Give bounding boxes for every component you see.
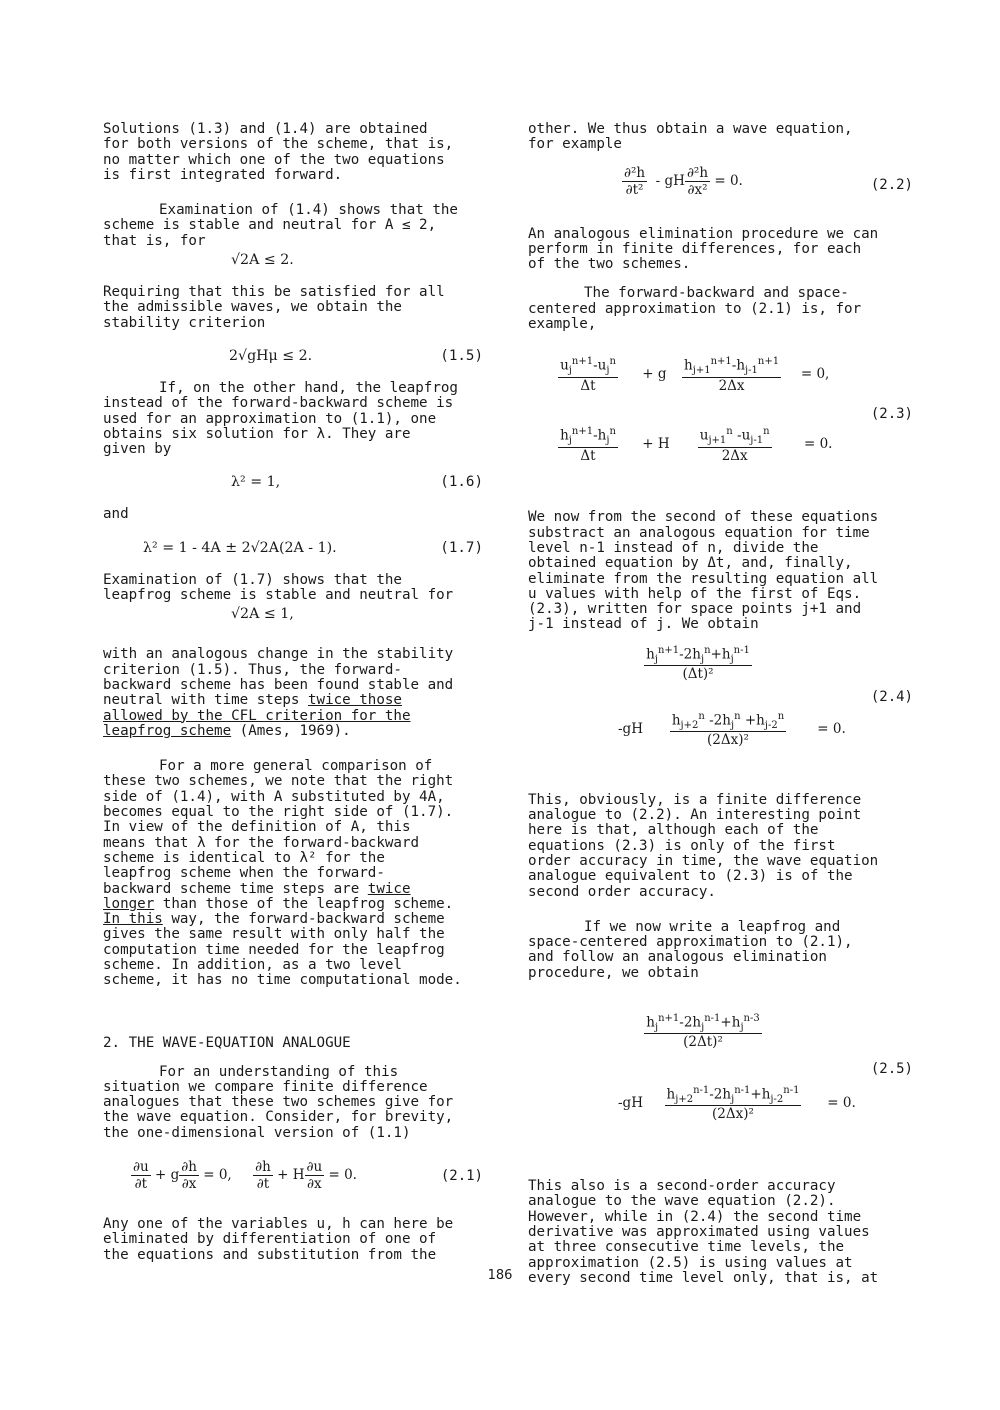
paragraph: If, on the other hand, the leapfrog instead of the forward-backward scheme is used for an approximation to (1.1), one obtains six solution for λ. They are given by: [103, 379, 458, 458]
paragraph: For an understanding of this situation we compare finite difference analogues that these two schemes give for the wave equation. Consider, for brevity, the one-dimensional version of (1.1): [103, 1063, 454, 1141]
equation-2-4: $\frac{h_j^{n+1}-2h_j^n+h_j^{n-1}}{\text{(Δt)²}}$ -gH $\frac{h_{j+2}^n -2h_j^n +h_{j-2}^n}{\text{(2Δx)²}}$ = 0. (2.4): [618, 644, 913, 748]
left-column: [103, 122, 483, 1263]
paragraph: This also is a second-order accuracy analogue to the wave equation (2.2). However, while in (2.4) the second time derivative was approximated using values at three consecutive time levels, the approximation (2.5) is using values at every second time level only, that is, at: [528, 1178, 879, 1286]
paragraph: We now from the second of these equations substract an analogous equation for time level n-1 instead of n, divide the obtained equation by Δt, and, finally, eliminate from the resulting equation all u values with help of the first of Eqs. (2.3), written for space points j+1 and j-1 instead of j. We obtain: [528, 509, 879, 633]
paragraph: For a more general comparison of these two schemes, we note that the right side of (1.4), with A substituted by 4A, becomes equal to the right side of (1.7). In view of the definition of A, this means that λ for the forward-backward scheme is identical to λ² for the leapfrog scheme when the forward- backward scheme time steps are twice longer than those of the leapfrog scheme. In this way, the forward-backward scheme gives the same result with only half the computation time needed for the leapfrog scheme. In addition, as a two level scheme, it has no time computational mode.: [103, 758, 462, 989]
equation-1-6: λ² = 1, (1.6): [231, 474, 483, 491]
equation-2-1: $\frac{\partial u}{\partial t}$ + g $\frac{\partial h}{\partial x}$ = 0, $\frac{\partial h}{\partial t}$ + H $\frac{\partial u}{\partial x}$ = 0. (2.1): [133, 1159, 483, 1193]
paragraph: The forward-backward and space- centered approximation to (2.1) is, for example,: [528, 285, 862, 333]
equation-1-5: 2√gHμ ≤ 2. (1.5): [229, 347, 483, 364]
paragraph: Examination of (1.7) shows that the leapfrog scheme is stable and neutral for: [103, 571, 454, 604]
equation-2-2: $\frac{\text{∂²h}}{\text{∂t²}}$ - gH $\frac{\text{∂²h}}{\text{∂x²}}$ = 0. (2.2): [624, 164, 913, 198]
paragraph: Requiring that this be satisfied for all the admissible waves, we obtain the stability criterion: [103, 284, 445, 331]
page-number: 186: [487, 1268, 513, 1283]
and-word: and: [103, 506, 129, 523]
paragraph: Examination of (1.4) shows that the scheme is stable and neutral for A ≤ 2, that is, for: [103, 202, 458, 249]
equation-sqrt2a: √2A ≤ 2.: [231, 252, 294, 269]
paragraph: other. We thus obtain a wave equation, for example: [528, 121, 853, 153]
equation-2-3: $\frac{u_j^{n+1}-u_j^n}{\Delta t}$ + g $\frac{h_{j+1}^{n+1}-h_{j-1}^{n+1}}{2\Delta x}$ = 0, $\frac{h_j^{n+1}-h_j^n}{\Delta t}$ + H $\frac{u_{j+1}^n -u_{j-1}^n}{2\Delta x}$ = 0. (2.3): [560, 356, 913, 464]
paragraph: This, obviously, is a finite difference analogue to (2.2). An interesting point here is that, although each of the equations (2.3) is only of the first order accuracy in time, the wave equation analogue equivalent to (2.3) is of the second order accuracy.: [528, 791, 879, 900]
equation-1-7: λ² = 1 - 4A ± 2√2A(2A - 1). (1.7): [143, 539, 483, 556]
equation-2-5: $\frac{h_j^{n+1}-2h_j^{n-1}+h_j^{n-3}}{\text{(2Δt)²}}$ -gH $\frac{h_{j+2}^{n-1}-2h_j^{n-1}+h_{j-2}^{n-1}}{\text{(2Δx)²}}$ = 0. (2.5): [618, 1013, 913, 1123]
equation-sqrt2a-le-1: √2A ≤ 1,: [231, 606, 294, 623]
paragraph: If we now write a leapfrog and space-centered approximation to (2.1), and follow an analogous elimination procedure, we obtain: [528, 918, 853, 981]
paragraph: An analogous elimination procedure we can perform in finite differences, for each of the two schemes.: [528, 225, 879, 273]
section-heading: 2. THE WAVE-EQUATION ANALOGUE: [103, 1034, 351, 1051]
right-column: [528, 122, 913, 1286]
paragraph: Any one of the variables u, h can here be eliminated by differentiation of one of the equations and substitution from the: [103, 1216, 454, 1263]
paragraph: with an analogous change in the stability criterion (1.5). Thus, the forward- backward scheme has been found stable and neutral with time steps twice those allowed by the CFL criterion for the leapfrog scheme (Ames, 1969).: [103, 646, 454, 739]
paragraph: Solutions (1.3) and (1.4) are obtained for both versions of the scheme, that is, no matter which one of the two equations is first integrated forward.: [103, 121, 454, 183]
